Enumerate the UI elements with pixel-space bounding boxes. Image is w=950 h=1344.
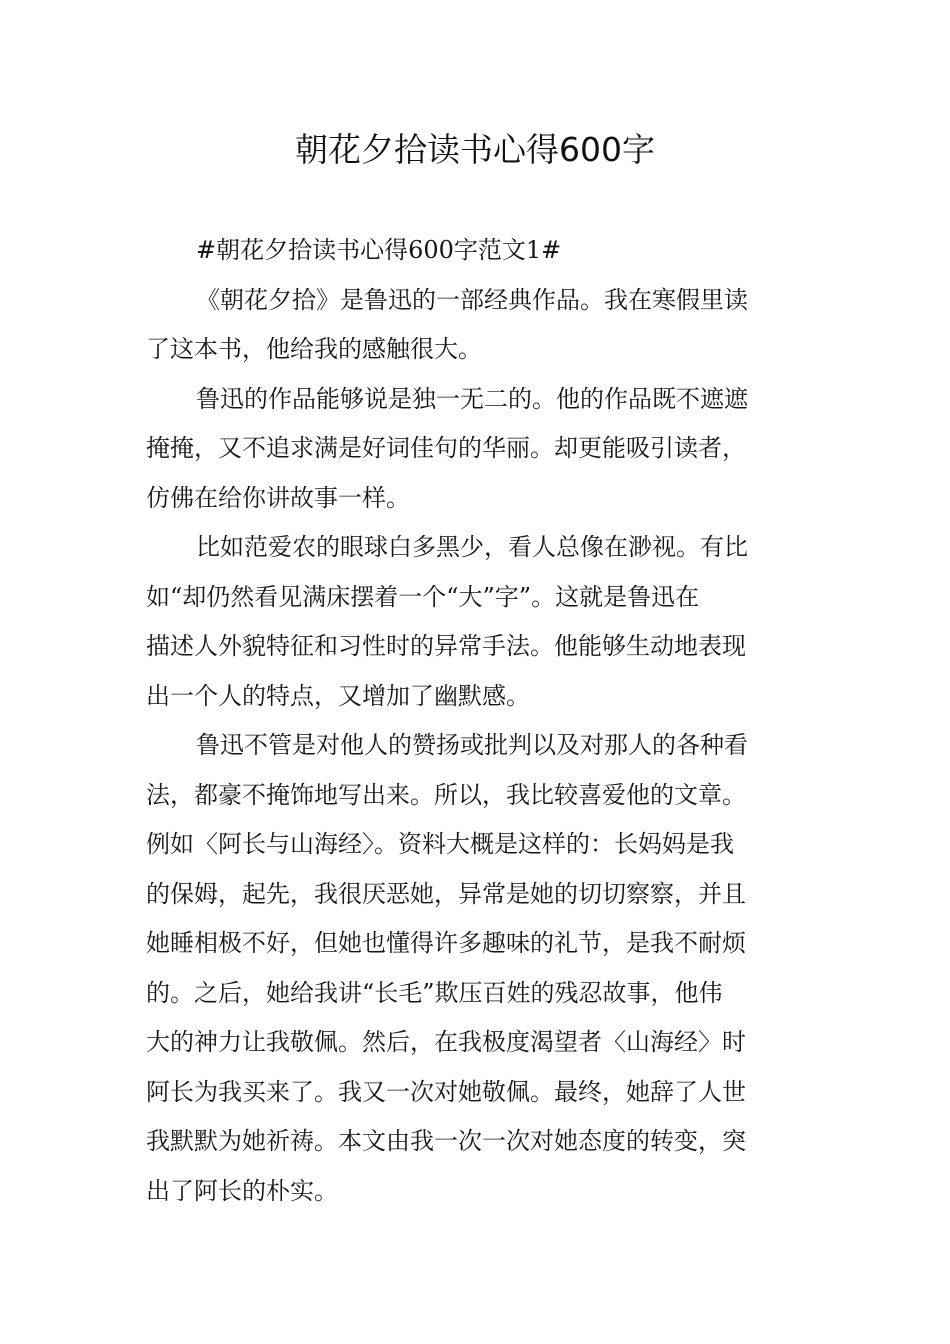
text-line: 阿长为我买来了。我又一次对她敬佩。最终，她辞了人世: [146, 1077, 746, 1106]
paragraph: [146, 276, 806, 375]
text-line: 她睡相极不好，但她也懂得许多趣味的礼节，是我不耐烦: [146, 929, 746, 957]
text-line: 鲁迅不管是对他人的赞扬或批判以及对那人的各种看: [196, 731, 748, 759]
text-line: 仿佛在给你讲故事一样。: [146, 483, 410, 512]
text-line: 掩掩，又不追求满是好词佳句的华丽。却更能吸引读者，: [146, 434, 746, 462]
paragraph: [146, 523, 806, 721]
text-line: 大的神力让我敬佩。然后，在我极度渴望者〈山海经〉时: [146, 1028, 746, 1056]
text-line: 出一个人的特点，又增加了幽默感。: [146, 681, 530, 710]
text-line: 了这本书，他给我的感触很大。: [146, 335, 482, 363]
document-title: 朝花夕拾读书心得600字: [295, 130, 655, 169]
text-line: 的保姆，起先，我很厌恶她，异常是她的切切察察，并且: [146, 879, 746, 908]
section-heading: #朝花夕拾读书心得600字范文1#: [196, 236, 562, 264]
text-line: 的。之后，她给我讲“长毛”欺压百姓的残忍故事，他伟: [146, 978, 723, 1007]
text-line: 《朝花夕拾》是鲁迅的一部经典作品。我在寒假里读: [196, 285, 748, 314]
text-line: 法，都豪不掩饰地写出来。所以，我比较喜爱他的文章。: [146, 780, 746, 809]
text-line: 出了阿长的朴实。: [146, 1176, 338, 1205]
document-body: [146, 226, 806, 1216]
text-line: 鲁迅的作品能够说是独一无二的。他的作品既不遮遮: [196, 384, 748, 413]
text-line: 比如范爱农的眼球白多黑少，看人总像在渺视。有比: [196, 533, 748, 561]
text-line: 如“却仍然看见满床摆着一个“大”字”。这就是鲁迅在: [146, 582, 700, 611]
text-line: 例如〈阿长与山海经〉。资料大概是这样的：长妈妈是我: [146, 830, 734, 858]
text-line: 描述人外貌特征和习性时的异常手法。他能够生动地表现: [146, 632, 746, 660]
paragraph: [146, 375, 806, 524]
text-line: 我默默为她祈祷。本文由我一次一次对她态度的转变，突: [146, 1127, 746, 1155]
paragraph: [146, 721, 806, 1216]
